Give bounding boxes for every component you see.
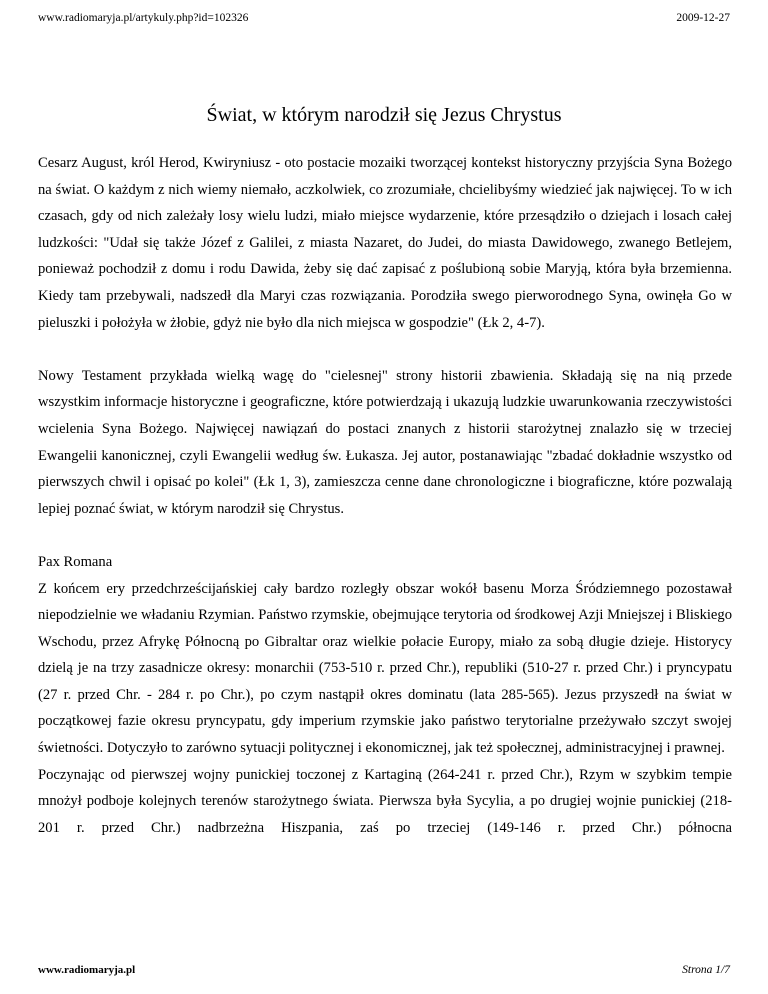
footer-page-number: Strona 1/7 [682,964,730,976]
paragraph-punic-wars: Poczynając od pierwszej wojny punickiej toczonej z Kartaginą (264-241 r. przed Chr.), Rzym w szybkim tempie mnożył podboje kolejnych terenów starożytnego świata. Pierwsza była Sycylia, a po drugiej wojnie punickiej (218-201 r. przed Chr.) nadbrzeżna Hiszpania, zaś po trzeciej (149-146 r. przed Chr.) północna [38,766,732,836]
paragraph-new-testament: Nowy Testament przykłada wielką wagę do "cielesnej" strony historii zbawienia. Składają się na nią przede wszystkim informacje historyczne i geograficzne, które potwierdzają i ukazują ludzkie uwarunkowania rzeczywistości wcielenia Syna Bożego. Najwięcej nawiązań do postaci znanych z historii starożytnej znalazło się w trzeciej Ewangelii kanonicznej, czyli Ewangelii według św. Łukasza. Jej autor, postanawiając "zbadać dokładnie wszystko od pierwszych chwil i opisać po kolei" (Łk 1, 3), zamieszcza cenne dane chronologiczne i biograficzne, które pozwalają lepiej poznać świat, w którym narodził się Chrystus. [38,367,732,517]
footer-site: www.radiomaryja.pl [38,964,136,976]
paragraph-roman-empire: Z końcem ery przedchrześcijańskiej cały bardzo rozległy obszar wokół basenu Morza Śródziemnego pozostawał niepodzielnie we władaniu Rzymian. Państwo rzymskie, obejmujące terytoria od środkowej Azji Mniejszej i Bliskiego Wschodu, przez Afrykę Północną po Gibraltar oraz wielkie połacie Europy, miało za sobą długie dzieje. Historycy dzielą je na trzy zasadnicze okresy: monarchii (753-510 r. przed Chr.), republiki (510-27 r. przed Chr.) i pryncypatu (27 r. przed Chr. - 284 r. po Chr.), po czym nastąpił okres dominatu (lata 285-565). Jezus przyszedł na świat w początkowej fazie okresu pryncypatu, gdy imperium rzymskie jako państwo terytorialne przeżywało szczyt swojej świetności. Dotyczyło to zarówno sytuacji politycznej i ekonomicznej, jak też społecznej, administracyjnej i prawnej. [38,580,732,757]
section-heading-pax-romana: Pax Romana [38,553,113,570]
paragraph-intro: Cesarz August, król Herod, Kwiryniusz - oto postacie mozaiki tworzącej kontekst historyczny przyjścia Syna Bożego na świat. O każdym z nich wiemy niemało, aczkolwiek, co zrozumiałe, chcielibyśmy wiedzieć jak najwięcej. To w ich czasach, gdy od nich zależały losy wielu ludzi, miało miejsce wydarzenie, które przesądziło o dziejach i losach całej ludzkości: "Udał się także Józef z Galilei, z miasta Nazaret, do Judei, do miasta Dawidowego, zwanego Betlejem, ponieważ pochodził z domu i rodu Dawida, żeby się dać zapisać z poślubioną sobie Maryją, która była brzemienna. Kiedy tam przebywali, nadszedł dla Maryi czas rozwiązania. Porodziła swego pierworodnego Syna, owinęła Go w pieluszki i położyła w żłobie, gdyż nie było dla nich miejsca w gospodzie" (Łk 2, 4-7). [38,155,732,331]
article-title: Świat, w którym narodził się Jezus Chrystus [206,104,562,126]
header-date: 2009-12-27 [676,12,730,24]
paragraph-gap [38,336,732,363]
header-url: www.radiomaryja.pl/artykuly.php?id=102326 [38,12,249,24]
article-body [38,150,732,841]
paragraph-gap [38,522,732,549]
